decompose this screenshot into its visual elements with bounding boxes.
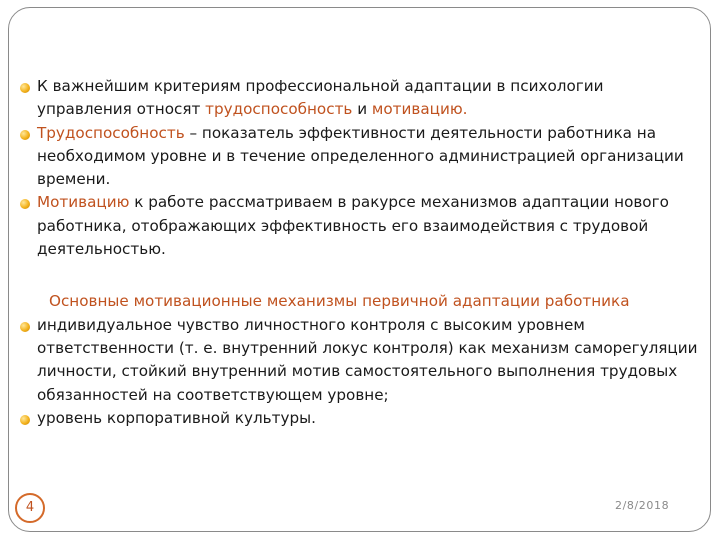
- term-workability: Трудоспособность: [37, 123, 185, 142]
- bullet-item-motivation: [20, 191, 700, 261]
- page-number-badge: 4: [15, 493, 45, 523]
- mechanism-text: уровень корпоративной культуры.: [37, 408, 316, 427]
- bullet-icon: [20, 83, 30, 93]
- motivation-definition: к работе рассматриваем в ракурсе механизмов адаптации нового работника, отображающих эффективность его взаимодействия с трудовой деятельностью.: [37, 193, 669, 259]
- bullet-icon: [20, 415, 30, 425]
- slide-content: [20, 75, 700, 430]
- highlight-workability: трудоспособность: [205, 100, 353, 119]
- mechanism-text: индивидуальное чувство личностного контроля с высоким уровнем ответственности (т. е. внутренний локус контроля) как механизм саморегуляции личности, стойкий внутренний мотив самостоятельного выполнения трудовых обязанностей на соответствующем уровне;: [37, 315, 698, 404]
- bullet-item-workability: [20, 122, 700, 192]
- highlight-motivation: мотивацию.: [371, 100, 468, 119]
- bullet-icon: [20, 199, 30, 209]
- criteria-text: К важнейшим критериям профессиональной адаптации в психологии управления относят: [37, 77, 604, 119]
- bullet-item-criteria: [20, 75, 700, 122]
- mechanism-item-culture: [20, 407, 700, 430]
- slide-date: 2/8/2018: [615, 499, 670, 512]
- term-motivation: Мотивацию: [37, 193, 130, 212]
- bullet-icon: [20, 130, 30, 140]
- workability-definition: – показатель эффективности деятельности работника на необходимом уровне и в течение определенного администрацией организации времени.: [37, 123, 684, 189]
- bullet-icon: [20, 322, 30, 332]
- mechanism-item-control: [20, 314, 700, 407]
- conjunction-text: и: [352, 100, 372, 119]
- section-heading: Основные мотивационные механизмы первичной адаптации работника: [49, 292, 630, 311]
